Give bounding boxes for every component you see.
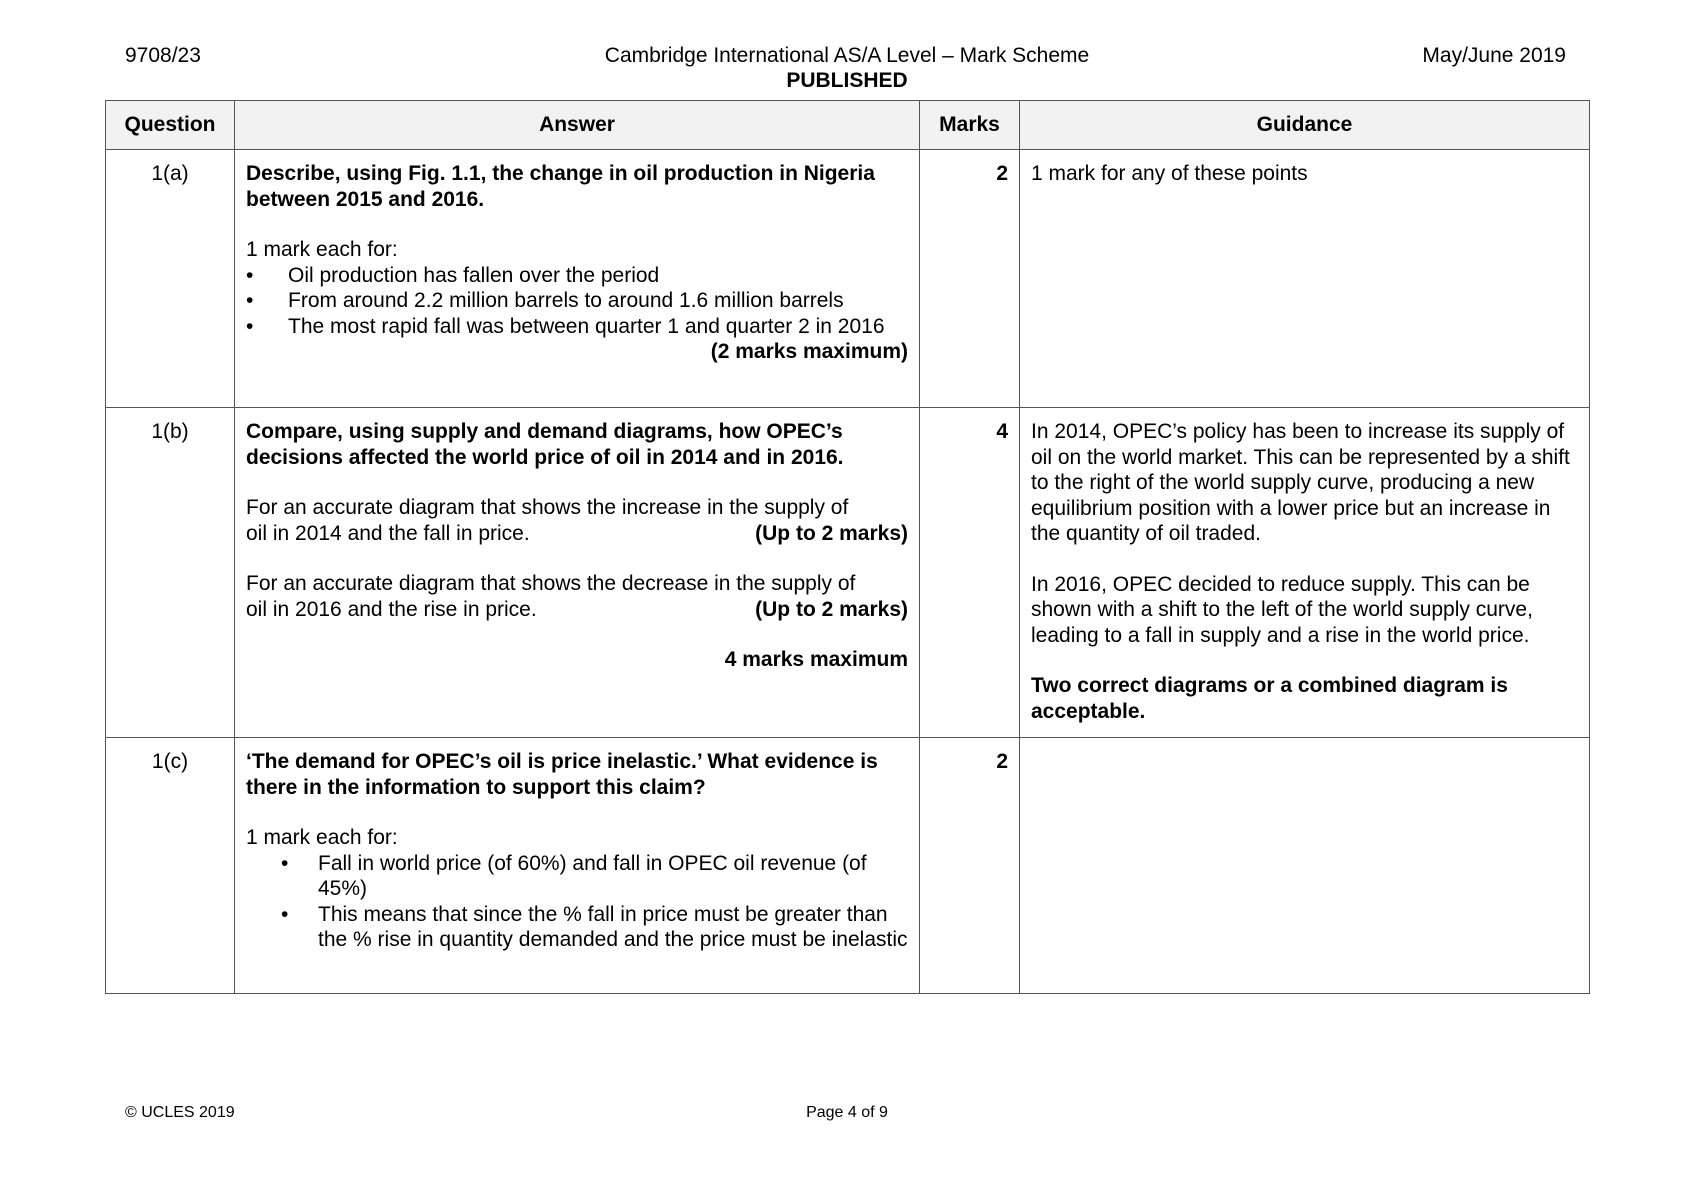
list-item: • This means that since the % fall in price must be greater than the % rise in quantity demanded and the price must be inelastic (246, 902, 908, 953)
column-header-guidance: Guidance (1020, 101, 1590, 150)
table-row (106, 738, 1590, 994)
guidance-paragraph: In 2016, OPEC decided to reduce supply. This can be shown with a shift to the left of the world supply curve, leading to a fall in supply and a rise in the world price. (1031, 572, 1533, 647)
list-item: • The most rapid fall was between quarter 1 and quarter 2 in 2016 (246, 314, 908, 340)
answer-intro: 1 mark each for: (246, 238, 398, 261)
answer-text: oil in 2016 and the rise in price. (246, 597, 537, 621)
document-status: PUBLISHED (786, 69, 908, 92)
question-prompt: Compare, using supply and demand diagrams, how OPEC’s decisions affected the world price of oil in 2014 and in 2016. (246, 420, 844, 469)
guidance-note: Two correct diagrams or a combined diagram is acceptable. (1031, 674, 1508, 723)
answer-cell (235, 150, 920, 408)
answer-text: oil in 2014 and the fall in price. (246, 521, 530, 545)
question-number: 1(b) (106, 408, 235, 738)
marks-allocation: (Up to 2 marks) (755, 597, 908, 621)
question-number: 1(a) (106, 150, 235, 408)
table-header-row (106, 101, 1590, 150)
answer-cell (235, 738, 920, 994)
answer-paragraph-supply-decrease (246, 571, 908, 622)
marks-maximum: (2 marks maximum) (710, 340, 908, 363)
document-title: Cambridge International AS/A Level – Mark Scheme (604, 44, 1090, 67)
marks-maximum: 4 marks maximum (724, 648, 908, 671)
copyright-notice: © UCLES 2019 (125, 1104, 235, 1121)
page-number: Page 4 of 9 (806, 1104, 888, 1121)
question-prompt: Describe, using Fig. 1.1, the change in oil production in Nigeria between 2015 and 2016. (246, 162, 875, 211)
marks-value: 2 (920, 738, 1020, 994)
answer-text: For an accurate diagram that shows the decrease in the supply of (246, 572, 856, 595)
list-item: • Oil production has fallen over the period (246, 263, 908, 289)
exam-code: 9708/23 (125, 44, 201, 67)
table-row (106, 150, 1590, 408)
marks-value: 2 (920, 150, 1020, 408)
answer-bullets (246, 851, 908, 953)
mark-scheme-table (105, 100, 1590, 994)
question-prompt: ‘The demand for OPEC’s oil is price inelastic.’ What evidence is there in the information to support this claim? (246, 750, 878, 799)
answer-paragraph-supply-increase (246, 495, 908, 546)
answer-text: For an accurate diagram that shows the increase in the supply of (246, 496, 849, 519)
column-header-answer: Answer (235, 101, 920, 150)
column-header-question: Question (106, 101, 235, 150)
list-item: • From around 2.2 million barrels to around 1.6 million barrels (246, 288, 908, 314)
guidance-cell: 1 mark for any of these points (1020, 150, 1590, 408)
column-header-marks: Marks (920, 101, 1020, 150)
answer-cell (235, 408, 920, 738)
answer-intro: 1 mark each for: (246, 826, 398, 849)
guidance-cell (1020, 408, 1590, 738)
table-row (106, 408, 1590, 738)
marks-allocation: (Up to 2 marks) (755, 521, 908, 545)
guidance-paragraph: In 2014, OPEC’s policy has been to increase its supply of oil on the world market. This can be represented by a shift to the right of the world supply curve, producing a new equilibrium position with a lower price but an increase in the quantity of oil traded. (1031, 420, 1570, 545)
answer-bullets (246, 263, 908, 340)
exam-session: May/June 2019 (1422, 44, 1566, 67)
list-item: • Fall in world price (of 60%) and fall in OPEC oil revenue (of 45%) (246, 851, 908, 902)
question-number: 1(c) (106, 738, 235, 994)
guidance-cell (1020, 738, 1590, 994)
marks-value: 4 (920, 408, 1020, 738)
